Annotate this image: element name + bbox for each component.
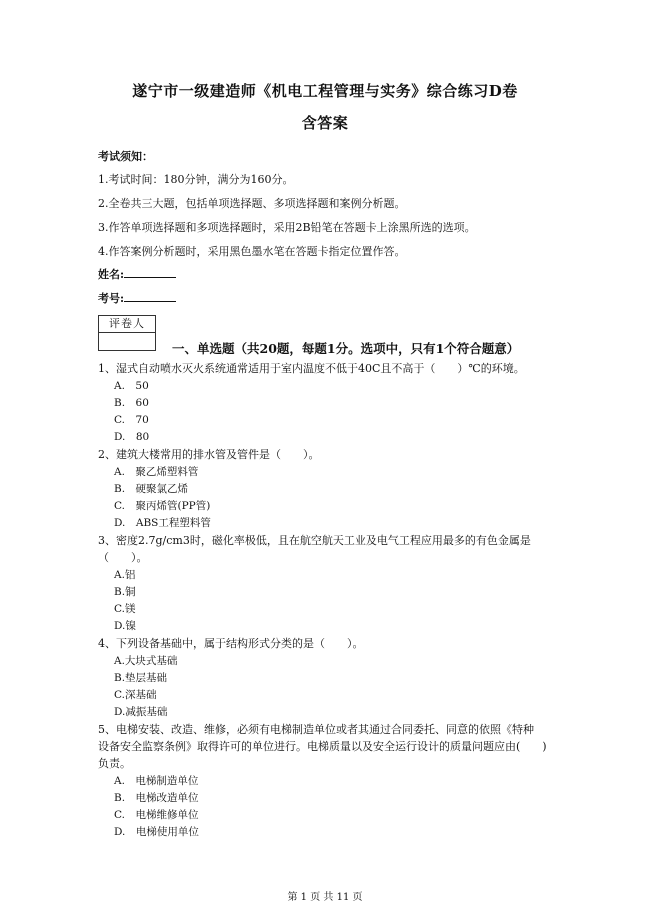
question-option: A. 电梯制造单位 [114,775,199,787]
question-option: D. 80 [114,431,150,443]
question-option: B. 硬聚氯乙烯 [114,483,189,495]
question-stem: （ ）。 [98,551,148,564]
question-option: C.镁 [114,603,136,615]
question-option: D.镍 [114,620,136,632]
question-stem: 负责。 [98,757,131,770]
score-box [98,315,156,351]
question-option: D.减振基础 [114,706,168,718]
question-option: A.大块式基础 [114,655,178,667]
page-footer: 第 1 页 共 11 页 [287,892,363,903]
notice-item: 1.考试时间：180分钟，满分为160分。 [98,173,294,186]
question-option: B. 60 [114,397,149,409]
question-option: C. 70 [114,414,149,426]
question-option: C. 电梯维修单位 [114,809,199,821]
notice-heading: 考试须知： [98,150,153,163]
document-subtitle: 含答案 [301,114,349,132]
question-option: D. ABS工程塑料管 [114,517,211,529]
id-field [98,290,176,306]
notice-item: 4.作答案例分析题时，采用黑色墨水笔在答题卡指定位置作答。 [98,245,406,258]
document-title: 遂宁市一级建造师《机电工程管理与实务》综合练习D卷 [132,82,518,100]
question-stem: 3、密度2.7g/cm3时，磁化率极低，且在航空航天工业及电气工程应用最多的有色金属是 [98,534,531,547]
notice-item: 3.作答单项选择题和多项选择题时，采用2B铅笔在答题卡上涂黑所选的选项。 [98,221,476,234]
question-stem: 设备安全监察条例》取得许可的单位进行。电梯质量以及安全运行设计的质量问题应由( ) [98,740,547,753]
question-option: B. 电梯改造单位 [114,792,199,804]
name-label: 姓名: [98,268,125,281]
question-stem: 5、电梯安装、改造、维修，必须有电梯制造单位或者其通过合同委托、同意的依照《特种 [98,723,534,736]
question-stem: 2、建筑大楼常用的排水管及管件是（ ）。 [98,448,320,461]
question-option: B.铜 [114,586,136,598]
question-option: A.铝 [114,569,136,581]
question-option: A. 50 [114,380,149,392]
question-option: C. 聚丙烯管(PP管) [114,500,211,512]
name-field [98,266,176,282]
id-label: 考号: [98,292,125,305]
question-option: C.深基础 [114,689,157,701]
question-option: B.垫层基础 [114,672,168,684]
id-blank [124,290,176,302]
question-option: A. 聚乙烯塑料管 [114,466,199,478]
section-title: 一、单选题（共20题，每题1分。选项中，只有1个符合题意） [172,341,520,356]
question-option: D. 电梯使用单位 [114,826,199,838]
name-blank [124,266,176,278]
question-stem: 1、湿式自动喷水灭火系统通常适用于室内温度不低于40C且不高于（ ）℃的环境。 [98,362,525,375]
notice-item: 2.全卷共三大题，包括单项选择题、多项选择题和案例分析题。 [98,197,406,210]
question-stem: 4、下列设备基础中，属于结构形式分类的是（ ）。 [98,637,364,650]
score-box-label: 评卷人 [99,316,155,333]
